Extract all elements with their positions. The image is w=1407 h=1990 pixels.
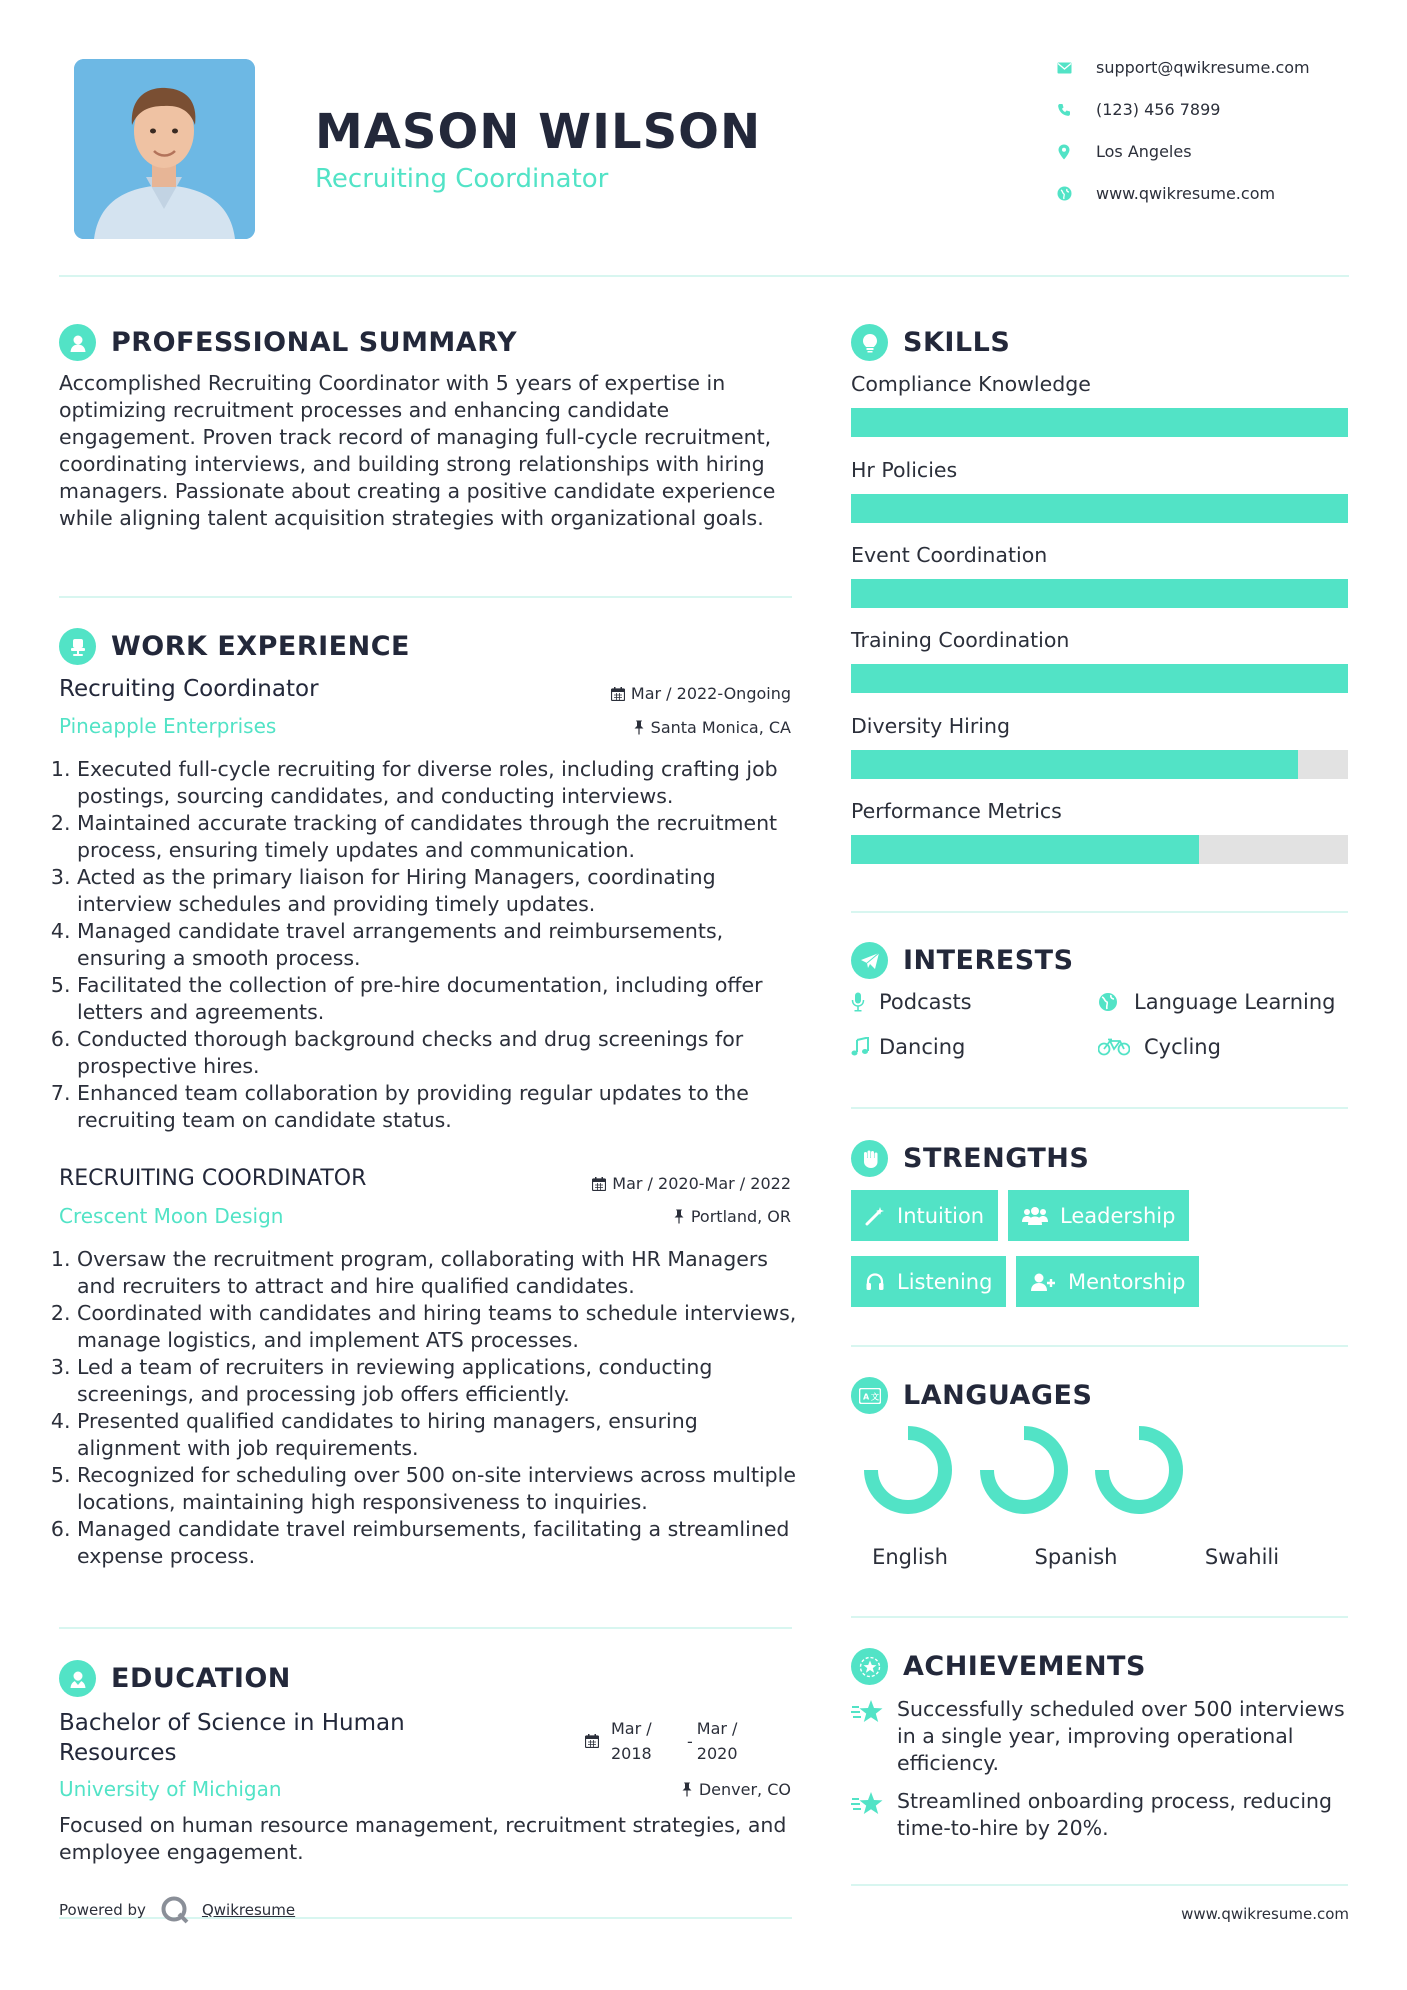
- calendar-icon: [611, 687, 625, 701]
- skill-bar-fill: [851, 408, 1348, 437]
- list-item: 6. Managed candidate travel reimbursements, facilitating a streamlined expense process.: [77, 1516, 799, 1570]
- list-item: 3. Led a team of recruiters in reviewing applications, conducting screenings, and processing job offers efficiently.: [77, 1354, 799, 1408]
- footer-url[interactable]: www.qwikresume.com: [1181, 1905, 1349, 1923]
- svg-text:A: A: [862, 1392, 869, 1401]
- interest-label: Dancing: [879, 1035, 966, 1059]
- contact-email[interactable]: [1055, 58, 1310, 77]
- job-2-location: [673, 1207, 791, 1226]
- skill-bar-fill: [851, 664, 1348, 693]
- strength-label: Listening: [897, 1269, 993, 1294]
- language-ring-swahili: [1102, 1433, 1176, 1507]
- list-item: 2. Maintained accurate tracking of candidates through the recruitment process, ensuring timely updates and communication.: [77, 810, 799, 864]
- microphone-icon: [851, 992, 877, 1012]
- summary-section-title: [59, 324, 517, 361]
- skills-divider: [851, 911, 1348, 913]
- contact-phone-text: (123) 456 7899: [1096, 100, 1221, 119]
- skill-bar: [851, 579, 1348, 608]
- end-month: Mar /: [696, 1719, 738, 1738]
- star-badge-icon: [851, 1648, 888, 1685]
- skill-label: Diversity Hiring: [851, 714, 1010, 738]
- skill-bar-fill: [851, 750, 1298, 779]
- achievement-item: [851, 1696, 1347, 1777]
- skill-bar: [851, 835, 1348, 864]
- strengths-section-title: [851, 1140, 1089, 1177]
- person-avatar-icon: [74, 59, 255, 239]
- list-item: 3. Acted as the primary liaison for Hiring Managers, coordinating interview schedules and providing timely updates.: [77, 864, 799, 918]
- achievement-text: Streamlined onboarding process, reducing time-to-hire by 20%.: [897, 1789, 1333, 1840]
- qwikresume-logo-icon: [160, 1895, 190, 1925]
- job-2-dates-text: Mar / 2020-Mar / 2022: [612, 1174, 791, 1193]
- list-item: 4. Managed candidate travel arrangements and reimbursements, ensuring a smooth process.: [77, 918, 799, 972]
- language-card-icon: [851, 1377, 888, 1414]
- star-icon: [851, 1788, 897, 1842]
- interests-divider: [851, 1107, 1348, 1109]
- interests-heading: INTERESTS: [903, 945, 1074, 976]
- job-2-title: RECRUITING COORDINATOR: [59, 1166, 367, 1191]
- achievements-section-title: [851, 1648, 1146, 1685]
- experience-heading: WORK EXPERIENCE: [111, 631, 410, 662]
- skill-bar: [851, 494, 1348, 523]
- achievement-item: [851, 1788, 1347, 1842]
- list-item: 1. Executed full-cycle recruiting for diverse roles, including crafting job postings, sourcing candidates, and conducting interviews.: [77, 756, 799, 810]
- summary-heading: PROFESSIONAL SUMMARY: [111, 327, 518, 358]
- globe-icon: [1098, 992, 1132, 1012]
- header-divider: [59, 275, 1349, 277]
- skill-bar-fill: [851, 579, 1348, 608]
- start-year: 2018: [611, 1744, 652, 1763]
- strengths-heading: STRENGTHS: [903, 1143, 1090, 1174]
- qwikresume-link[interactable]: Qwikresume: [201, 1901, 296, 1919]
- experience-section-title: [59, 628, 410, 665]
- job-1-location: [633, 718, 791, 737]
- job-2-dates: [592, 1174, 791, 1193]
- job-1-title: Recruiting Coordinator: [59, 676, 319, 702]
- pushpin-icon: [673, 1209, 685, 1224]
- start-month: Mar /: [611, 1719, 652, 1738]
- headphones-icon: [865, 1272, 885, 1292]
- contact-email-text: support@qwikresume.com: [1096, 58, 1310, 77]
- education-section-title: [59, 1660, 291, 1697]
- skill-label: Hr Policies: [851, 458, 958, 482]
- contact-phone[interactable]: [1055, 100, 1220, 119]
- chair-icon: [59, 628, 96, 665]
- pushpin-icon: [633, 720, 645, 735]
- job-2-location-text: Portland, OR: [690, 1207, 791, 1226]
- contact-website[interactable]: [1055, 184, 1275, 203]
- strength-label: Mentorship: [1068, 1269, 1186, 1294]
- skill-label: Training Coordination: [851, 628, 1070, 652]
- experience-divider: [59, 1627, 792, 1629]
- powered-by: [59, 1895, 295, 1925]
- language-rings: [851, 1425, 1348, 1525]
- strength-tag: [1016, 1256, 1199, 1307]
- bicycle-icon: [1098, 1038, 1142, 1056]
- language-label: Swahili: [1204, 1545, 1280, 1569]
- powered-by-text: Powered by: [59, 1901, 146, 1919]
- interest-item: [1098, 990, 1335, 1014]
- list-item: 5. Facilitated the collection of pre-hire documentation, including offer letters and agreements.: [77, 972, 799, 1026]
- skill-label: Event Coordination: [851, 543, 1048, 567]
- job-1-dates-text: Mar / 2022-Ongoing: [630, 684, 791, 703]
- summary-divider: [59, 596, 792, 598]
- strength-tag: [1008, 1190, 1189, 1241]
- profile-photo: [74, 59, 255, 239]
- fist-icon: [851, 1140, 888, 1177]
- interest-label: Cycling: [1144, 1035, 1221, 1059]
- location-pin-icon: [1055, 143, 1073, 161]
- list-item: 4. Presented qualified candidates to hiring managers, ensuring alignment with job requirements.: [77, 1408, 799, 1462]
- degree-line-2: Resources: [59, 1740, 177, 1766]
- interest-item: [851, 990, 972, 1014]
- education-end: [697, 1716, 738, 1766]
- star-icon: [851, 1696, 897, 1777]
- interest-item: [1098, 1035, 1221, 1059]
- job-1-bullets: [59, 756, 799, 1134]
- end-year: 2020: [696, 1744, 738, 1763]
- list-item: 1. Oversaw the recruitment program, collaborating with HR Managers and recruiters to attract and hire qualified candidates.: [77, 1246, 799, 1300]
- svg-text:文: 文: [870, 1392, 879, 1401]
- calendar-icon: [592, 1177, 606, 1191]
- education-heading: EDUCATION: [111, 1663, 291, 1694]
- skill-label: Performance Metrics: [851, 799, 1062, 823]
- job-2-bullets: [59, 1246, 799, 1570]
- languages-heading: LANGUAGES: [903, 1380, 1093, 1411]
- interest-label: Language Learning: [1134, 990, 1336, 1014]
- user-plus-icon: [1030, 1272, 1056, 1292]
- strength-label: Leadership: [1060, 1203, 1176, 1228]
- skills-heading: SKILLS: [903, 327, 1011, 358]
- language-ring-english: [871, 1433, 945, 1507]
- achievement-text: Successfully scheduled over 500 interviews in a single year, improving operational efficiency.: [897, 1697, 1345, 1775]
- skills-section-title: [851, 324, 1010, 361]
- education-dates: [585, 1716, 738, 1766]
- skill-bar: [851, 664, 1348, 693]
- candidate-title: Recruiting Coordinator: [315, 164, 609, 194]
- mail-icon: [1055, 59, 1073, 77]
- wand-icon: [865, 1206, 885, 1226]
- school-name: University of Michigan: [59, 1777, 282, 1801]
- interest-label: Podcasts: [879, 990, 972, 1014]
- languages-section-title: [851, 1377, 1092, 1414]
- lightbulb-icon: [851, 324, 888, 361]
- degree-title: [59, 1708, 405, 1768]
- skill-bar-fill: [851, 494, 1348, 523]
- pushpin-icon: [681, 1782, 693, 1797]
- paper-plane-icon: [851, 942, 888, 979]
- list-item: 6. Conducted thorough background checks and drug screenings for prospective hires.: [77, 1026, 799, 1080]
- list-item: 7. Enhanced team collaboration by providing regular updates to the recruiting team on candidate status.: [77, 1080, 799, 1134]
- summary-text: Accomplished Recruiting Coordinator with 5 years of expertise in optimizing recruitment processes and enhancing candidate engagement. Proven track record of managing full-cycle recruitment, coordinating interviews, and building strong relationships with hiring managers. Passionate about creating a positive candidate experience while aligning talent acquisition strategies with organizational goals.: [59, 371, 776, 530]
- contact-website-text: www.qwikresume.com: [1096, 184, 1276, 203]
- education-start: [611, 1716, 665, 1766]
- languages-divider: [851, 1616, 1348, 1618]
- graduate-icon: [59, 1660, 96, 1697]
- contact-location: [1055, 142, 1192, 161]
- user-icon: [59, 324, 96, 361]
- skill-label: Compliance Knowledge: [851, 372, 1091, 396]
- language-label: Spanish: [1034, 1545, 1118, 1569]
- strengths-divider: [851, 1345, 1348, 1347]
- job-1-dates: [611, 684, 791, 703]
- strength-tag: [851, 1256, 1006, 1307]
- achievements-divider: [851, 1884, 1348, 1886]
- job-2-company: Crescent Moon Design: [59, 1204, 284, 1228]
- degree-line-1: Bachelor of Science in Human: [59, 1710, 405, 1736]
- calendar-icon: [585, 1734, 599, 1748]
- skill-bar-fill: [851, 835, 1199, 864]
- candidate-name: MASON WILSON: [315, 104, 762, 160]
- skill-bar: [851, 750, 1348, 779]
- achievements-heading: ACHIEVEMENTS: [903, 1651, 1146, 1682]
- education-location: [681, 1780, 791, 1799]
- language-ring-spanish: [987, 1433, 1061, 1507]
- job-1-location-text: Santa Monica, CA: [650, 718, 791, 737]
- education-description: Focused on human resource management, recruitment strategies, and employee engagement.: [59, 1813, 787, 1864]
- job-1-company: Pineapple Enterprises: [59, 714, 277, 738]
- date-dash: -: [687, 1731, 693, 1751]
- contact-location-text: Los Angeles: [1096, 142, 1192, 161]
- list-item: 2. Coordinated with candidates and hiring teams to schedule interviews, manage logistics, and implement ATS processes.: [77, 1300, 799, 1354]
- globe-icon: [1055, 185, 1073, 203]
- skill-bar: [851, 408, 1348, 437]
- users-icon: [1022, 1206, 1048, 1226]
- list-item: 5. Recognized for scheduling over 500 on-site interviews across multiple locations, maintaining high responsiveness to inquiries.: [77, 1462, 799, 1516]
- music-note-icon: [851, 1037, 877, 1057]
- education-location-text: Denver, CO: [698, 1780, 791, 1799]
- strength-tag: [851, 1190, 998, 1241]
- language-label: English: [872, 1545, 948, 1569]
- interest-item: [851, 1035, 965, 1059]
- strength-label: Intuition: [897, 1203, 985, 1228]
- interests-section-title: [851, 942, 1074, 979]
- phone-icon: [1055, 101, 1073, 119]
